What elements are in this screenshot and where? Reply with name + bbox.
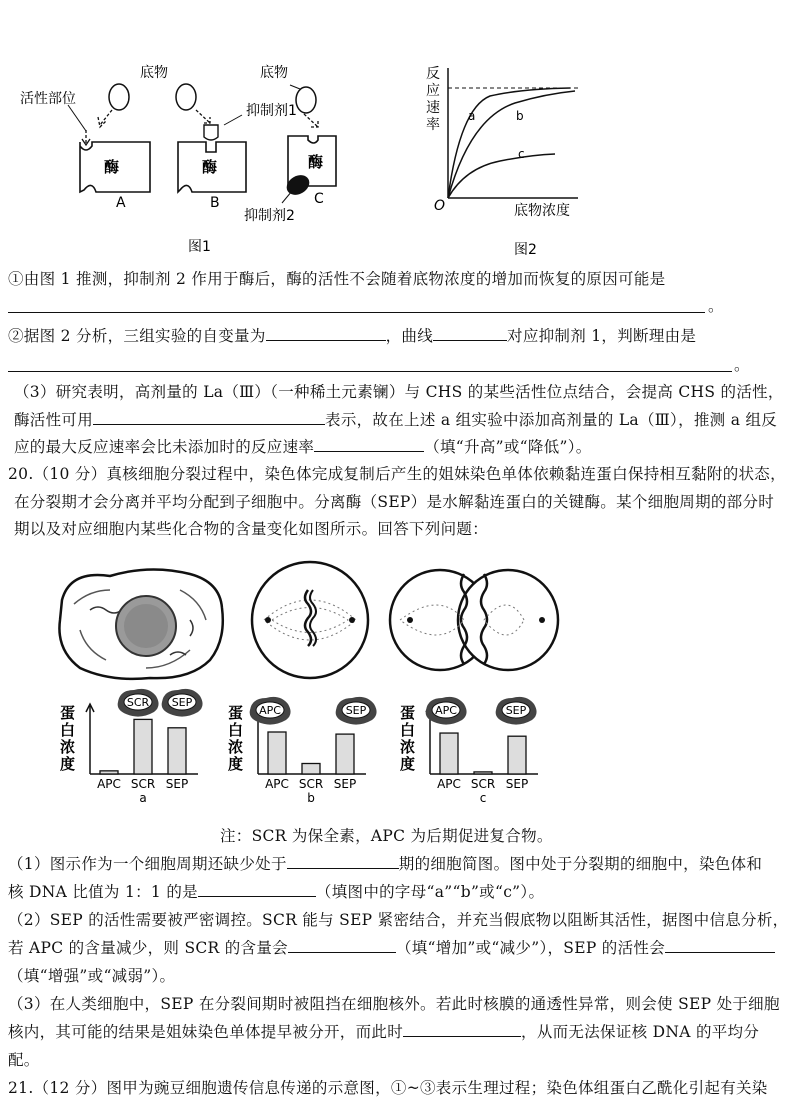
inhibitor-2-label: 抑制剂2: [244, 208, 295, 224]
curve-b-label: b: [516, 109, 524, 123]
label-b: B: [210, 195, 220, 211]
blob-apc-b-text: APC: [259, 704, 281, 717]
q20-phase-blank[interactable]: [287, 854, 399, 869]
q19-part2-answer-line[interactable]: [8, 370, 732, 372]
q19-part3-c: 表示，故在上述 a 组实验中添加高剂量的 La（Ⅲ），推测 a 组反: [325, 411, 778, 429]
q20-part1-c: 核 DNA 比值为 1：1 的是: [8, 883, 198, 901]
blob-sep-c-text: SEP: [505, 704, 527, 717]
q20-part3-line2: [8, 1022, 759, 1042]
q19-part2-a: ②据图 2 分析，三组实验的自变量为: [8, 327, 266, 345]
tick-b-apc: APC: [265, 777, 289, 791]
q20-letter-blank[interactable]: [198, 882, 316, 897]
figure-2-rate-chart: [420, 58, 600, 256]
q20-intro-3: 期以及对应细胞内某些化合物的含量变化如图所示。回答下列问题：: [14, 520, 489, 538]
q20-intro-1: 20.（10 分）真核细胞分裂过程中，染色体完成复制后产生的姐妹染色单体依赖黏连蛋白保持相互黏附的状态，: [8, 465, 786, 483]
q20-part2-line2: [8, 938, 775, 958]
enzyme-label-c: 酶: [308, 153, 324, 171]
chart-b-label: b: [307, 791, 315, 805]
q20-part2-d: （填“增强”或“减弱”）。: [8, 967, 176, 985]
chart-c-ylabel-0: 蛋: [400, 704, 416, 722]
bar-b-scr: [302, 764, 320, 775]
y-label-4: 率: [426, 117, 440, 133]
y-label-2: 应: [426, 83, 440, 99]
tick-a-apc: APC: [97, 777, 121, 791]
tick-b-scr: SCR: [298, 777, 324, 791]
figure-2-caption: 图2: [514, 242, 537, 256]
q20-intro-2: 在分裂期才会分离并平均分配到子细胞中。分离酶（SEP）是水解黏连蛋白的关键酶。某个细胞周期的部分时: [14, 493, 775, 511]
chart-c-ylabel-1: 白: [400, 721, 416, 739]
chart-b-ylabel-0: 蛋: [228, 704, 244, 722]
bar-a-apc: [100, 771, 118, 774]
chart-a-ylabel-3: 度: [60, 755, 76, 773]
q20-part1-line2: [8, 882, 544, 902]
blob-scr-a-text: SCR: [126, 696, 150, 709]
enzyme-label-a: 酶: [104, 158, 120, 176]
substrate-circle-b: [176, 84, 196, 110]
curve-c: [448, 154, 555, 198]
q20-part2-b: 若 APC 的含量减少，则 SCR 的含量会: [8, 939, 288, 957]
q20-part2-a: （2）SEP 的活性需要被严密调控。SCR 能与 SEP 紧密结合，并充当假底物以阻断其活性，据图中信息分析，: [8, 911, 789, 929]
q20-part2-c: （填“增加”或“减少”），SEP 的活性会: [395, 939, 665, 957]
bar-a-scr: [134, 719, 152, 774]
q20-note: 注：SCR 为保全素，APC 为后期促进复合物。: [220, 827, 553, 845]
q19-enzyme-activity-blank[interactable]: [93, 410, 325, 425]
chart-b-ylabel-1: 白: [228, 721, 244, 739]
origin-label: O: [434, 198, 446, 214]
q19-part2-line: [8, 326, 696, 346]
q19-part2-end: 。: [734, 356, 750, 374]
blob-apc-c-text: APC: [435, 704, 457, 717]
enzyme-label-b: 酶: [202, 158, 218, 176]
q19-part3-b: 酶活性可用: [14, 411, 94, 429]
bar-b-sep: [336, 734, 354, 774]
q19-curve-blank[interactable]: [433, 326, 507, 341]
curve-c-label: c: [518, 147, 525, 161]
telophase-cell: [390, 570, 558, 670]
tick-c-sep: SEP: [505, 777, 529, 791]
substrate-circle-a: [109, 84, 129, 110]
bar-a-sep: [168, 728, 186, 774]
q19-part3-d: 应的最大反应速率会比未添加时的反应速率: [14, 438, 315, 456]
chart-c-label: c: [479, 791, 487, 805]
metaphase-cell: [252, 562, 368, 678]
bar-c-scr: [474, 772, 492, 774]
q20-part1-a: （1）图示作为一个细胞周期还缺少处于: [8, 855, 287, 873]
chart-a-label: a: [139, 791, 147, 805]
q21-intro: 21.（12 分）图甲为豌豆细胞遗传信息传递的示意图，①~③表示生理过程；染色体组蛋白乙酰化引起有关染: [8, 1079, 768, 1097]
q19-part3-line2: [14, 410, 777, 430]
q19-part1-answer-line[interactable]: [8, 311, 705, 313]
tick-c-scr: SCR: [470, 777, 496, 791]
chart-b-ylabel-3: 度: [228, 755, 244, 773]
q20-part3-c: ，从而无法保证核 DNA 的平均分: [521, 1023, 760, 1041]
q20-scr-blank[interactable]: [288, 938, 396, 953]
inhibitor-1-label: 抑制剂1: [246, 103, 297, 119]
inhibitor-1: [204, 125, 218, 140]
chart-c-ylabel-2: 浓: [400, 738, 416, 756]
substrate-label: 底物: [140, 65, 168, 81]
substrate-circle-c: [296, 87, 316, 113]
q19-part3-a: （3）研究表明，高剂量的 La（Ⅲ）（一种稀土元素镧）与 CHS 的某些活性位点结合，会提高 CHS 的活性，: [14, 383, 784, 401]
interphase-cell: [59, 569, 222, 678]
tick-c-apc: APC: [437, 777, 461, 791]
tick-a-sep: SEP: [165, 777, 189, 791]
label-c: C: [314, 191, 324, 207]
y-label-1: 反: [426, 66, 440, 82]
curve-a: [448, 88, 570, 198]
x-axis-label: 底物浓度: [514, 203, 570, 219]
tick-a-scr: SCR: [130, 777, 156, 791]
q19-part3-e: （填“升高”或“降低”）。: [424, 438, 592, 456]
figure-1-enzyme-diagram: [20, 55, 340, 255]
y-label-3: 速: [426, 100, 440, 116]
figure-1-caption: 图1: [188, 239, 211, 255]
cell-images: [50, 560, 560, 690]
q20-part3-d: 配。: [8, 1051, 40, 1069]
q19-part1-end: 。: [708, 297, 724, 315]
blob-sep-b-text: SEP: [345, 704, 367, 717]
curve-a-label: a: [468, 109, 476, 123]
q20-part1-line1: [8, 854, 762, 874]
q19-rate-blank[interactable]: [314, 437, 424, 452]
q19-independent-variable-blank[interactable]: [266, 326, 386, 341]
q20-part1-d: （填图中的字母“a”“b”或“c”）。: [315, 883, 545, 901]
blob-sep-a-text: SEP: [171, 696, 193, 709]
bar-c-apc: [440, 733, 458, 774]
tick-b-sep: SEP: [333, 777, 357, 791]
q20-result-blank[interactable]: [403, 1022, 521, 1037]
chart-a-ylabel-1: 白: [60, 721, 76, 739]
chart-b-ylabel-2: 浓: [228, 738, 244, 756]
label-a: A: [116, 195, 126, 211]
q20-part1-b: 期的细胞简图。图中处于分裂期的细胞中，染色体和: [398, 855, 763, 873]
bar-b-apc: [268, 732, 286, 774]
q19-part3-line3: [14, 437, 592, 457]
substrate-label-c: 底物: [260, 65, 288, 81]
curve-b: [448, 91, 575, 198]
active-site-label: 活性部位: [20, 91, 76, 107]
chart-a-ylabel-2: 浓: [60, 738, 76, 756]
q20-sep-blank[interactable]: [665, 938, 775, 953]
chart-a-ylabel-0: 蛋: [60, 704, 76, 722]
chart-c-ylabel-3: 度: [400, 755, 416, 773]
q19-part1-text: ①由图 1 推测，抑制剂 2 作用于酶后，酶的活性不会随着底物浓度的增加而恢复的原因可能是: [8, 270, 666, 288]
q20-part3-b: 核内，其可能的结果是姐妹染色单体提早被分开，而此时: [8, 1023, 404, 1041]
q19-part2-b: ，曲线: [385, 327, 434, 345]
protein-bar-charts: [60, 688, 560, 813]
bar-c-sep: [508, 736, 526, 774]
q19-part2-c: 对应抑制剂 1，判断理由是: [507, 327, 697, 345]
q20-part3-a: （3）在人类细胞中，SEP 在分裂间期时被阻挡在细胞核外。若此时核膜的通透性异常，则会使 SEP 处于细胞: [8, 995, 780, 1013]
